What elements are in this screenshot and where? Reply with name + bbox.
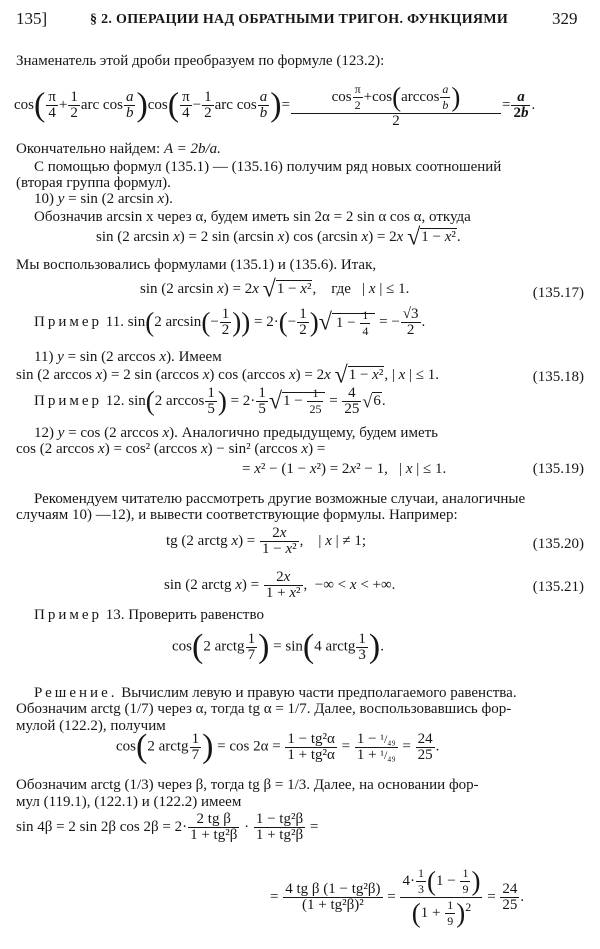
equation-135-19a: cos (2 arccos x) = cos² (arccos x) − sin² (arccos x) = <box>16 441 326 457</box>
solution-2b: мулой (122.2), получим <box>16 718 166 734</box>
paragraph-4: Обозначив arcsin x через α, будем иметь sin 2α = 2 sin α cos α, откуда <box>34 209 471 225</box>
equation-sin2arcsin: sin (2 arcsin x) = 2 sin (arcsin x) cos (arcsin x) = 2x √1 − x². <box>96 224 461 251</box>
header-title: § 2. ОПЕРАЦИИ НАД ОБРАТНЫМИ ТРИГОН. ФУНКЦИЯМИ <box>90 12 509 27</box>
header-page-number: 329 <box>552 9 578 28</box>
equation-135-20: tg (2 arctg x) = $\frac{2x}{\text{1 − x²}}$ , | x | ≠ 1; <box>166 525 367 557</box>
equation-135-17: sin (2 arcsin x) = 2x √1 − x², где | x | ≤ 1. <box>140 276 410 303</box>
eq-number-135-17: (135.17) <box>532 285 584 301</box>
example-11: Пример 11. sin(2 arcsin(− $\frac{1}{2}$ )) = 2·(− $\frac{1}{2}$ )√ 1 − $\frac{1}{4}$ = − $\frac{√3}{2}$ . <box>34 306 426 338</box>
paragraph-7b: случаям 10) —12), и вывести соответствующие формулы. Например: <box>16 507 458 523</box>
paragraph-1: Знаменатель этой дроби преобразуем по формуле (123.2): <box>16 53 385 69</box>
eq-number-135-21: (135.21) <box>532 579 584 595</box>
eq-number-135-20: (135.20) <box>532 536 584 552</box>
equation-example-13: cos(2 arctg $\frac{1}{7}$ ) = sin(4 arctg $\frac{1}{3}$ ). <box>172 628 384 665</box>
eq-number-135-18: (135.18) <box>532 369 584 385</box>
equation-135-19b: = x² − (1 − x²) = 2x² − 1, | x | ≤ 1. <box>242 461 447 477</box>
item-11: 11) y = sin (2 arccos x). Имеем <box>34 349 222 365</box>
item-10: 10) y = sin (2 arcsin x). <box>34 191 173 207</box>
header-section: 135] <box>16 9 48 28</box>
equation-sin4beta-a: sin 4β = 2 sin 2β cos 2β = 2· $\frac{\text{2 tg β}}{\text{1 + tg²β}}$ · $\frac{\text{1 − tg²β}}{\text{1 + tg²β}}$ = <box>16 811 319 843</box>
solution-3a: Обозначим arctg (1/3) через β, тогда tg β = 1/3. Далее, на основании фор- <box>16 777 479 793</box>
paragraph-3b: (вторая группа формул). <box>16 175 171 191</box>
example-13: Пример 13. Проверить равенство <box>34 607 264 623</box>
paragraph-7a: Рекомендуем читателю рассмотреть другие возможные случаи, аналогичные <box>34 491 526 507</box>
solution-2a: Обозначим arctg (1/7) через α, тогда tg α = 1/7. Далее, воспользовавшись фор- <box>16 701 512 717</box>
equation-cos2arctg: cos(2 arctg $\frac{1}{7}$ ) = cos 2α = $\frac{\text{1 − tg²α}}{\text{1 + tg²α}}$ = $\frac{\text{1 − ¹/₄₉}}{\text{1 + ¹/₄₉}}$ = $\frac{24}{25}$ . <box>116 728 440 765</box>
solution: Решение. Вычислим левую и правую части предполагаемого равенства. <box>34 685 517 701</box>
paragraph-5: Мы воспользовались формулами (135.1) и (135.6). Итак, <box>16 257 377 273</box>
equation-135-18: sin (2 arccos x) = 2 sin (arccos x) cos (arccos x) = 2x √1 − x², | x | ≤ 1. <box>16 362 440 389</box>
equation-135-21: sin (2 arctg x) = $\frac{2x}{\text{1 + x²}}$ , −∞ < x < +∞. <box>164 569 396 601</box>
item-12: 12) y = cos (2 arccos x). Аналогично предыдущему, будем иметь <box>34 425 438 441</box>
eq-number-135-19: (135.19) <box>532 461 584 477</box>
equation-sin4beta-b: = $\frac{\text{4 tg β (1 − tg²β)}}{\text{(1 + tg²β)²}}$ = 4· $\frac{1}{3}$ (1 − $\frac{1}{9}$ ) (1 + $\frac{1}{9}$ )$^2$ = $\frac{24}{25}$ . <box>270 866 525 928</box>
solution-3b: мул (119.1), (122.1) и (122.2) имеем <box>16 794 242 810</box>
final-result: Окончательно найдем: A = 2b/a. <box>16 141 221 157</box>
equation-cos-product: cos( $\frac{\pi}{4}$ + $\frac{1}{2}$ arc cos $\frac{a}{b}$ )cos( $\frac{\pi}{4}$ − $\frac{1}{2}$ arc cos $\frac{a}{b}$ )= cos $\frac{\pi}{2}$ +cos(arccos $\frac{a}{b}$ ) 2 = $\frac{a}{2b}$ . <box>14 82 536 129</box>
example-12: Пример 12. sin(2 arccos $\frac{1}{5}$ ) = 2· $\frac{1}{5}$ √1 − $\frac{1}{25}$ = $\frac{4}{25}$ √6. <box>34 385 386 417</box>
paragraph-3a: С помощью формул (135.1) — (135.16) получим ряд новых соотношений <box>34 159 502 175</box>
